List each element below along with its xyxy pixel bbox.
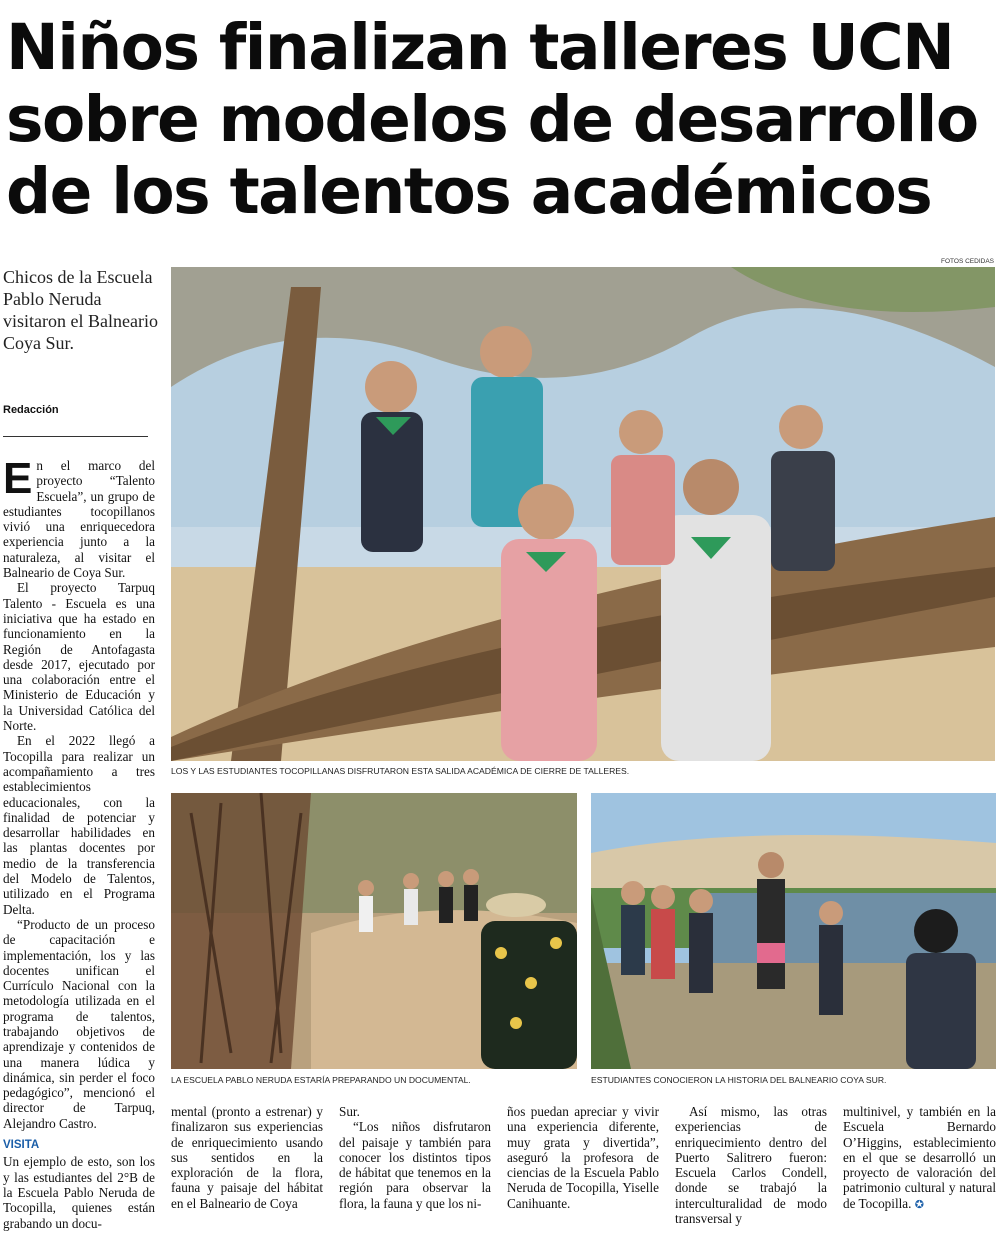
paragraph-3: En el 2022 llegó a Tocopilla para realizar un acompañamiento a tres establecimientos educacionales, con la finalidad de potenciar y desarrollar habilidades en las plantas docentes por medio de la transferencia del Modelo de Talentos, utilizado en el Programa Delta.: [3, 733, 155, 917]
byline-rule: [3, 436, 148, 437]
dropcap: E: [3, 454, 33, 503]
paragraph-5-part-2: mental (pronto a estrenar) y finalizaron sus experiencias de enriquecimiento usando sus sentidos en la exploración de la flora, fauna y paisaje del hábitat en el Balneario de Coya: [171, 1104, 323, 1211]
paragraph-6-part-1: “Los niños disfrutaron del paisaje y también para conocer los distintos tipos de hábitat que tenemos en la región para observar la flora, la fauna y que los ni-: [339, 1119, 491, 1211]
body-column-2: [171, 1104, 323, 1211]
paragraph-7-part-1: Así mismo, las otras experiencias de enriquecimiento dentro del Puerto Salitrero fueron: Escuela Carlos Condell, donde se trabajó la interculturalidad de modo transversal y: [675, 1104, 827, 1227]
photo-lagoon-caption: ESTUDIANTES CONOCIERON LA HISTORIA DEL BALNEARIO COYA SUR.: [591, 1075, 887, 1085]
paragraph-7-part-2: multinivel, y también en la Escuela Bernardo O’Higgins, establecimiento en el que se desarrolló un proyecto de valoración del patrimonio cultural y natural de Tocopilla. ✪: [843, 1104, 996, 1211]
body-column-4: [507, 1104, 659, 1211]
body-column-6: [843, 1104, 996, 1213]
subhead-visita: VISITA: [3, 1139, 40, 1152]
photo-forest-caption: LA ESCUELA PABLO NERUDA ESTARÍA PREPARANDO UN DOCUMENTAL.: [171, 1075, 471, 1085]
main-photo-illustration: [171, 267, 995, 761]
article-dek: Chicos de la Escuela Pablo Neruda visitaron el Balneario Coya Sur.: [3, 267, 158, 353]
photo-credit: FOTOS CEDIDAS: [941, 258, 994, 265]
paragraph-5-part-3: Sur.: [339, 1104, 360, 1119]
end-mark: ✪: [914, 1198, 924, 1211]
photo-lagoon-illustration: [591, 793, 996, 1069]
body-column-3: [339, 1104, 491, 1211]
body-column-left: [3, 454, 155, 1231]
photo-forest: [171, 793, 577, 1069]
photo-forest-illustration: [171, 793, 577, 1069]
main-photo-caption: LOS Y LAS ESTUDIANTES TOCOPILLANAS DISFRUTARON ESTA SALIDA ACADÉMICA DE CIERRE DE TALLERES.: [171, 766, 630, 776]
paragraph-2: El proyecto Tarpuq Talento - Escuela es una iniciativa que ha estado en funcionamiento en la Región de Antofagasta desde 2017, ejecutado por una colaboración entre el Ministerio de Educación y la Universidad Católica del Norte.: [3, 580, 155, 734]
paragraph-1: n el marco del proyecto “Talento Escuela”, un grupo de estudiantes tocopillanos vivió una enriquecedora experiencia junto a la naturaleza, al visitar el Balneario de Coya Sur.: [3, 458, 155, 581]
paragraph-6-part-2: ños puedan apreciar y vivir una experiencia diferente, muy grata y divertida”, aseguró la profesora de ciencias de la Escuela Pablo Neruda de Tocopilla, Yiselle Canihuante.: [507, 1104, 659, 1211]
headline: Niños finalizan talleres UCN sobre modelos de desarrollo de los talentos académicos: [6, 11, 978, 228]
photo-lagoon: [591, 793, 996, 1069]
byline: Redacción: [3, 404, 59, 416]
paragraph-5-part-1: Un ejemplo de esto, son los y las estudiantes del 2°B de la Escuela Pablo Neruda de Tocopilla, quienes están grabando un docu-: [3, 1154, 155, 1231]
paragraph-4: “Producto de un proceso de capacitación e implementación, los y las docentes unifican el Currículo Nacional con la metodología utilizada en el programa de talentos, trabajando objetivos de aprendizaje y contenidos de una manera lúdica y dinámica, sin perder el foco pedagógico”, mencionó el director de Tarpuq, Alejandro Castro.: [3, 916, 155, 1131]
body-column-5: [675, 1104, 827, 1226]
main-photo: [171, 267, 995, 761]
